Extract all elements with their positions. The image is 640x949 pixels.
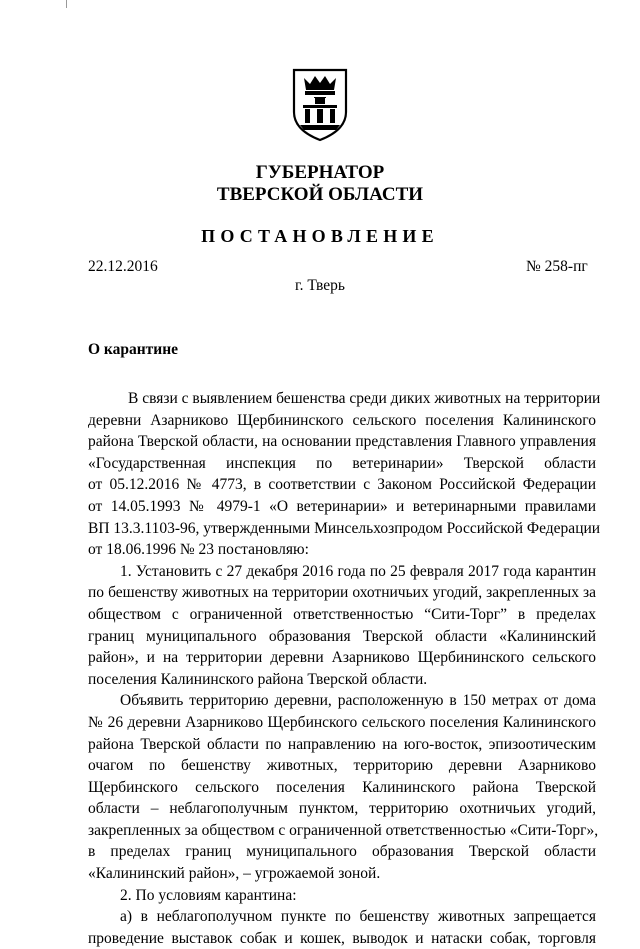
body-line: в пределах границ муниципального образования Тверской области bbox=[88, 843, 596, 861]
body-line: границ муниципального образования Тверской области «Калининский bbox=[88, 627, 596, 645]
body-line: закрепленных за обществом с ограниченной ответственностью «Сити-Торг», bbox=[88, 821, 599, 839]
body-line: обществом с ограниченной ответственностью “Сити-Торг” в пределах bbox=[88, 605, 596, 623]
body-line: Щербинского сельского поселения Калининского района Тверской bbox=[88, 778, 596, 796]
body-line: района Тверской области, на основании представления Главного управления bbox=[88, 433, 596, 451]
body-line: № 26 деревни Азарниково Щербинского сельского поселения Калининского bbox=[88, 713, 596, 731]
body-line: от 14.05.1993 № 4979-1 «О ветеринарии» и ветеринарными правилами bbox=[88, 497, 596, 515]
body-line: очагом по бешенству животных, территорию деревни Азарниково bbox=[88, 757, 596, 775]
body-line: ВП 13.3.1103-96, утвержденными Минсельхозпродом Российской Федерации bbox=[88, 519, 601, 537]
document-date: 22.12.2016 bbox=[88, 258, 158, 275]
body-line: район», и на территории деревни Азарниково Щербининского сельского bbox=[88, 649, 596, 667]
scan-mark bbox=[66, 0, 67, 8]
document-type: ПОСТАНОВЛЕНИЕ bbox=[201, 226, 439, 246]
body-line: Объявить территорию деревни, расположенную в 150 метрах от дома bbox=[120, 692, 596, 710]
document-body bbox=[88, 388, 601, 949]
body-line: проведение выставок собак и кошек, выводок и натаски собак, торговля bbox=[88, 929, 596, 947]
body-line: поселения Калининского района Тверской области. bbox=[88, 670, 428, 688]
body-line: В связи с выявлением бешенства среди диких животных на территории bbox=[128, 390, 601, 407]
body-line: по бешенству животных на территории охотничьих угодий, закрепленных за bbox=[88, 584, 596, 602]
body-line: «Калининский район», – угрожаемой зоной. bbox=[88, 865, 381, 883]
document-number: № 258-пг bbox=[526, 258, 588, 275]
body-line: от 18.06.1996 № 23 постановляю: bbox=[88, 541, 309, 559]
body-line: «Государственная инспекция по ветеринарии» Тверской области bbox=[88, 454, 596, 472]
body-line: области – неблагополучным пунктом, территорию охотничьих угодий, bbox=[88, 800, 596, 818]
issuer-title: ГУБЕРНАТОР bbox=[255, 162, 385, 183]
document-subject: О карантине bbox=[88, 341, 179, 358]
issuer-region: ТВЕРСКОЙ ОБЛАСТИ bbox=[216, 184, 424, 205]
body-line: 2. По условиям карантина: bbox=[120, 886, 297, 904]
body-line: 1. Установить с 27 декабря 2016 года по 25 февраля 2017 года карантин bbox=[120, 562, 596, 580]
body-line: а) в неблагополучном пункте по бешенству животных запрещается bbox=[120, 908, 596, 926]
body-line: от 05.12.2016 № 4773, в соответствии с Законом Российской Федерации bbox=[88, 476, 596, 494]
document-place: г. Тверь bbox=[295, 277, 345, 294]
body-line: района Тверской области по направлению на юго-восток, эпизоотическим bbox=[88, 735, 596, 753]
coat-of-arms-icon bbox=[290, 68, 350, 142]
body-line: деревни Азарниково Щербининского сельского поселения Калининского bbox=[88, 411, 596, 429]
